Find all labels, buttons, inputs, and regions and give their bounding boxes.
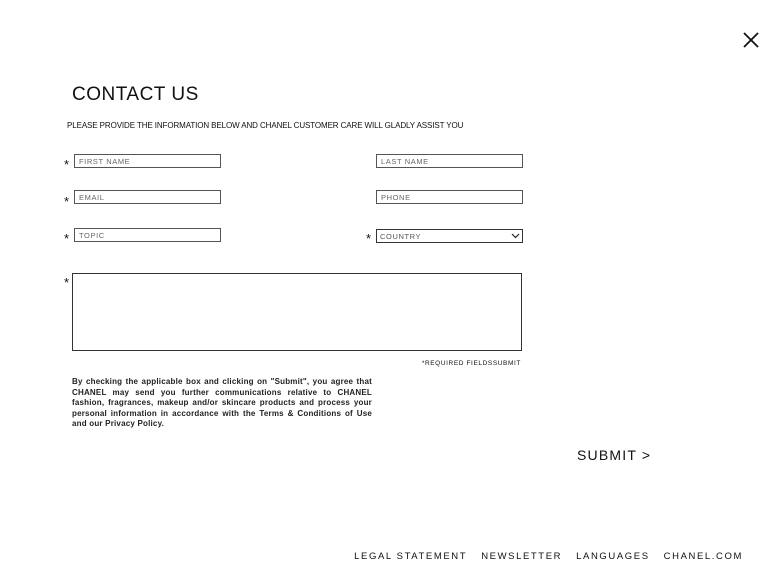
required-marker: * xyxy=(64,275,70,290)
message-textarea[interactable] xyxy=(72,273,522,351)
country-select[interactable] xyxy=(376,229,523,243)
required-marker: * xyxy=(64,157,70,172)
required-marker: * xyxy=(366,231,372,246)
consent-text: By checking the applicable box and clicking on "Submit", you agree that CHANEL may send you further communications relative to CHANEL fashion, fragrances, makeup and/or skincare products and process your personal information in accordance with the Terms & Conditions of Use and our Privacy Policy. xyxy=(72,377,372,429)
close-button[interactable] xyxy=(741,30,761,50)
footer-link-newsletter[interactable]: NEWSLETTER xyxy=(481,551,563,562)
submit-button[interactable]: SUBMIT > xyxy=(577,447,652,463)
chevron-down-icon xyxy=(511,232,520,240)
required-marker: * xyxy=(64,231,70,246)
footer-nav xyxy=(354,551,743,562)
last-name-field[interactable] xyxy=(376,154,523,168)
close-icon xyxy=(741,30,761,50)
first-name-field[interactable] xyxy=(74,154,221,168)
topic-field[interactable] xyxy=(74,228,221,242)
phone-field[interactable] xyxy=(376,190,523,204)
footer-link-legal-statement[interactable]: LEGAL STATEMENT xyxy=(354,551,468,562)
page-title: CONTACT US xyxy=(72,84,199,105)
footer-link-chanel-com[interactable]: CHANEL.COM xyxy=(663,551,743,562)
email-field[interactable] xyxy=(74,190,221,204)
country-select-value: COUNTRY xyxy=(380,232,422,241)
required-fields-note: *REQUIRED FIELDSSUBMIT xyxy=(421,360,521,367)
page-subtitle: PLEASE PROVIDE THE INFORMATION BELOW AND CHANEL CUSTOMER CARE WILL GLADLY ASSIST YOU xyxy=(67,121,464,130)
footer-link-languages[interactable]: LANGUAGES xyxy=(576,551,650,562)
required-marker: * xyxy=(64,194,70,209)
